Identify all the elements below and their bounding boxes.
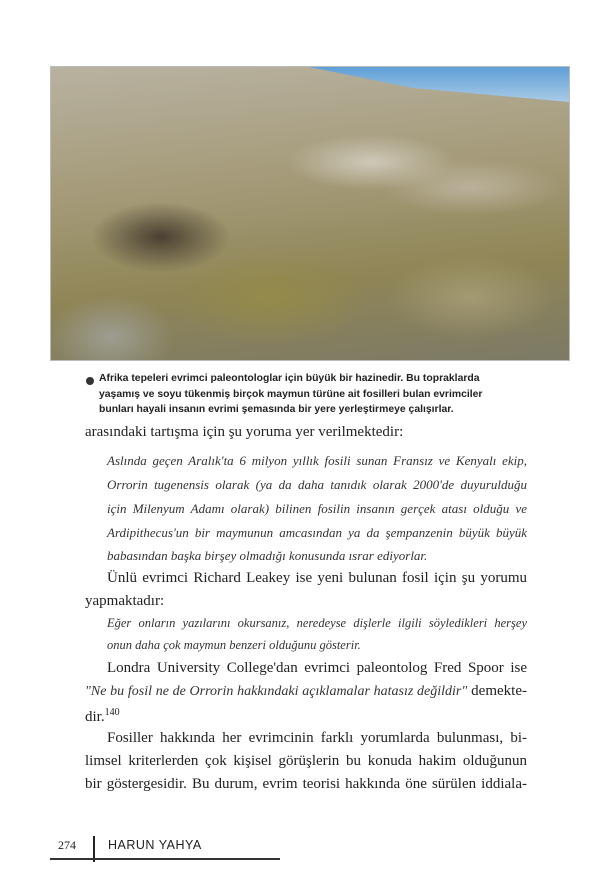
footer-brand: HARUN YAHYA <box>108 838 202 852</box>
body-line: bir göstergesidir. Bu durum, evrim teorisi hakkında öne sürülen iddiala- <box>85 776 527 792</box>
body-line: yapmaktadır: <box>85 593 165 609</box>
quote-line: Eğer onların yazılarını okursanız, neredeyse dişlerle ilgili söyledikleri herşey <box>107 616 527 630</box>
quote-line: onun daha çok maymun benzeri olduğunu gösterir. <box>107 638 361 652</box>
body-line <box>85 704 527 726</box>
caption-bullet-icon <box>86 377 94 385</box>
body-line: Fosiller hakkında her evrimcinin farklı yorumlarda bulunması, bi- <box>107 730 527 746</box>
body-line: Londra University College'dan evrimci paleontolog Fred Spoor ise <box>107 660 527 676</box>
caption-line: Afrika tepeleri evrimci paleontologlar için büyük bir hazinedir. Bu topraklarda <box>99 373 480 384</box>
quote-line: babasından başka birşey olmadığı konusunda ısrar ediyorlar. <box>107 548 428 563</box>
body-line: Ünlü evrimci Richard Leakey ise yeni bulunan fosil için şu yorumu <box>107 570 527 586</box>
body-line <box>85 682 527 701</box>
footer-rule <box>50 858 280 860</box>
quoted-statement: "Ne bu fosil ne de Orrorin hakkındaki açıklamalar hatasız değildir" <box>85 684 468 699</box>
footnote-ref: 140 <box>104 707 120 718</box>
caption-line: bunları hayali insanın evrimi şemasında bir yere yerleştirmeye çalışırlar. <box>99 404 454 415</box>
page-number: 274 <box>58 838 76 852</box>
quote-line: Aslında geçen Aralık'ta 6 milyon yıllık fosili sunan Fransız ve Kenyalı ekip, <box>107 453 527 468</box>
body-text: dir. <box>85 709 105 725</box>
sky <box>309 67 569 102</box>
body-text: demekte- <box>467 683 527 699</box>
body-line: limsel kriterlerden çok kişisel görüşlerin bu konuda hakim olduğunun <box>85 753 527 769</box>
african-hills-photo <box>50 66 570 361</box>
quote-line: için Milenyum Adamı olarak) bilinen fosilin insanın gerçek atası olduğu ve <box>107 501 527 516</box>
caption-line: yaşamış ve soyu tükenmiş birçok maymun türüne ait fosilleri bulan evrimciler <box>99 389 483 400</box>
body-line: arasındaki tartışma için şu yoruma yer verilmektedir: <box>85 424 404 440</box>
quote-line: Orrorin tugenensis olarak (ya da daha tanıdık olarak 2000'de duyurulduğu <box>107 477 527 492</box>
quote-line: Ardipithecus'un bir maymunun amcasından ya da şempanzenin büyük büyük <box>107 525 527 540</box>
